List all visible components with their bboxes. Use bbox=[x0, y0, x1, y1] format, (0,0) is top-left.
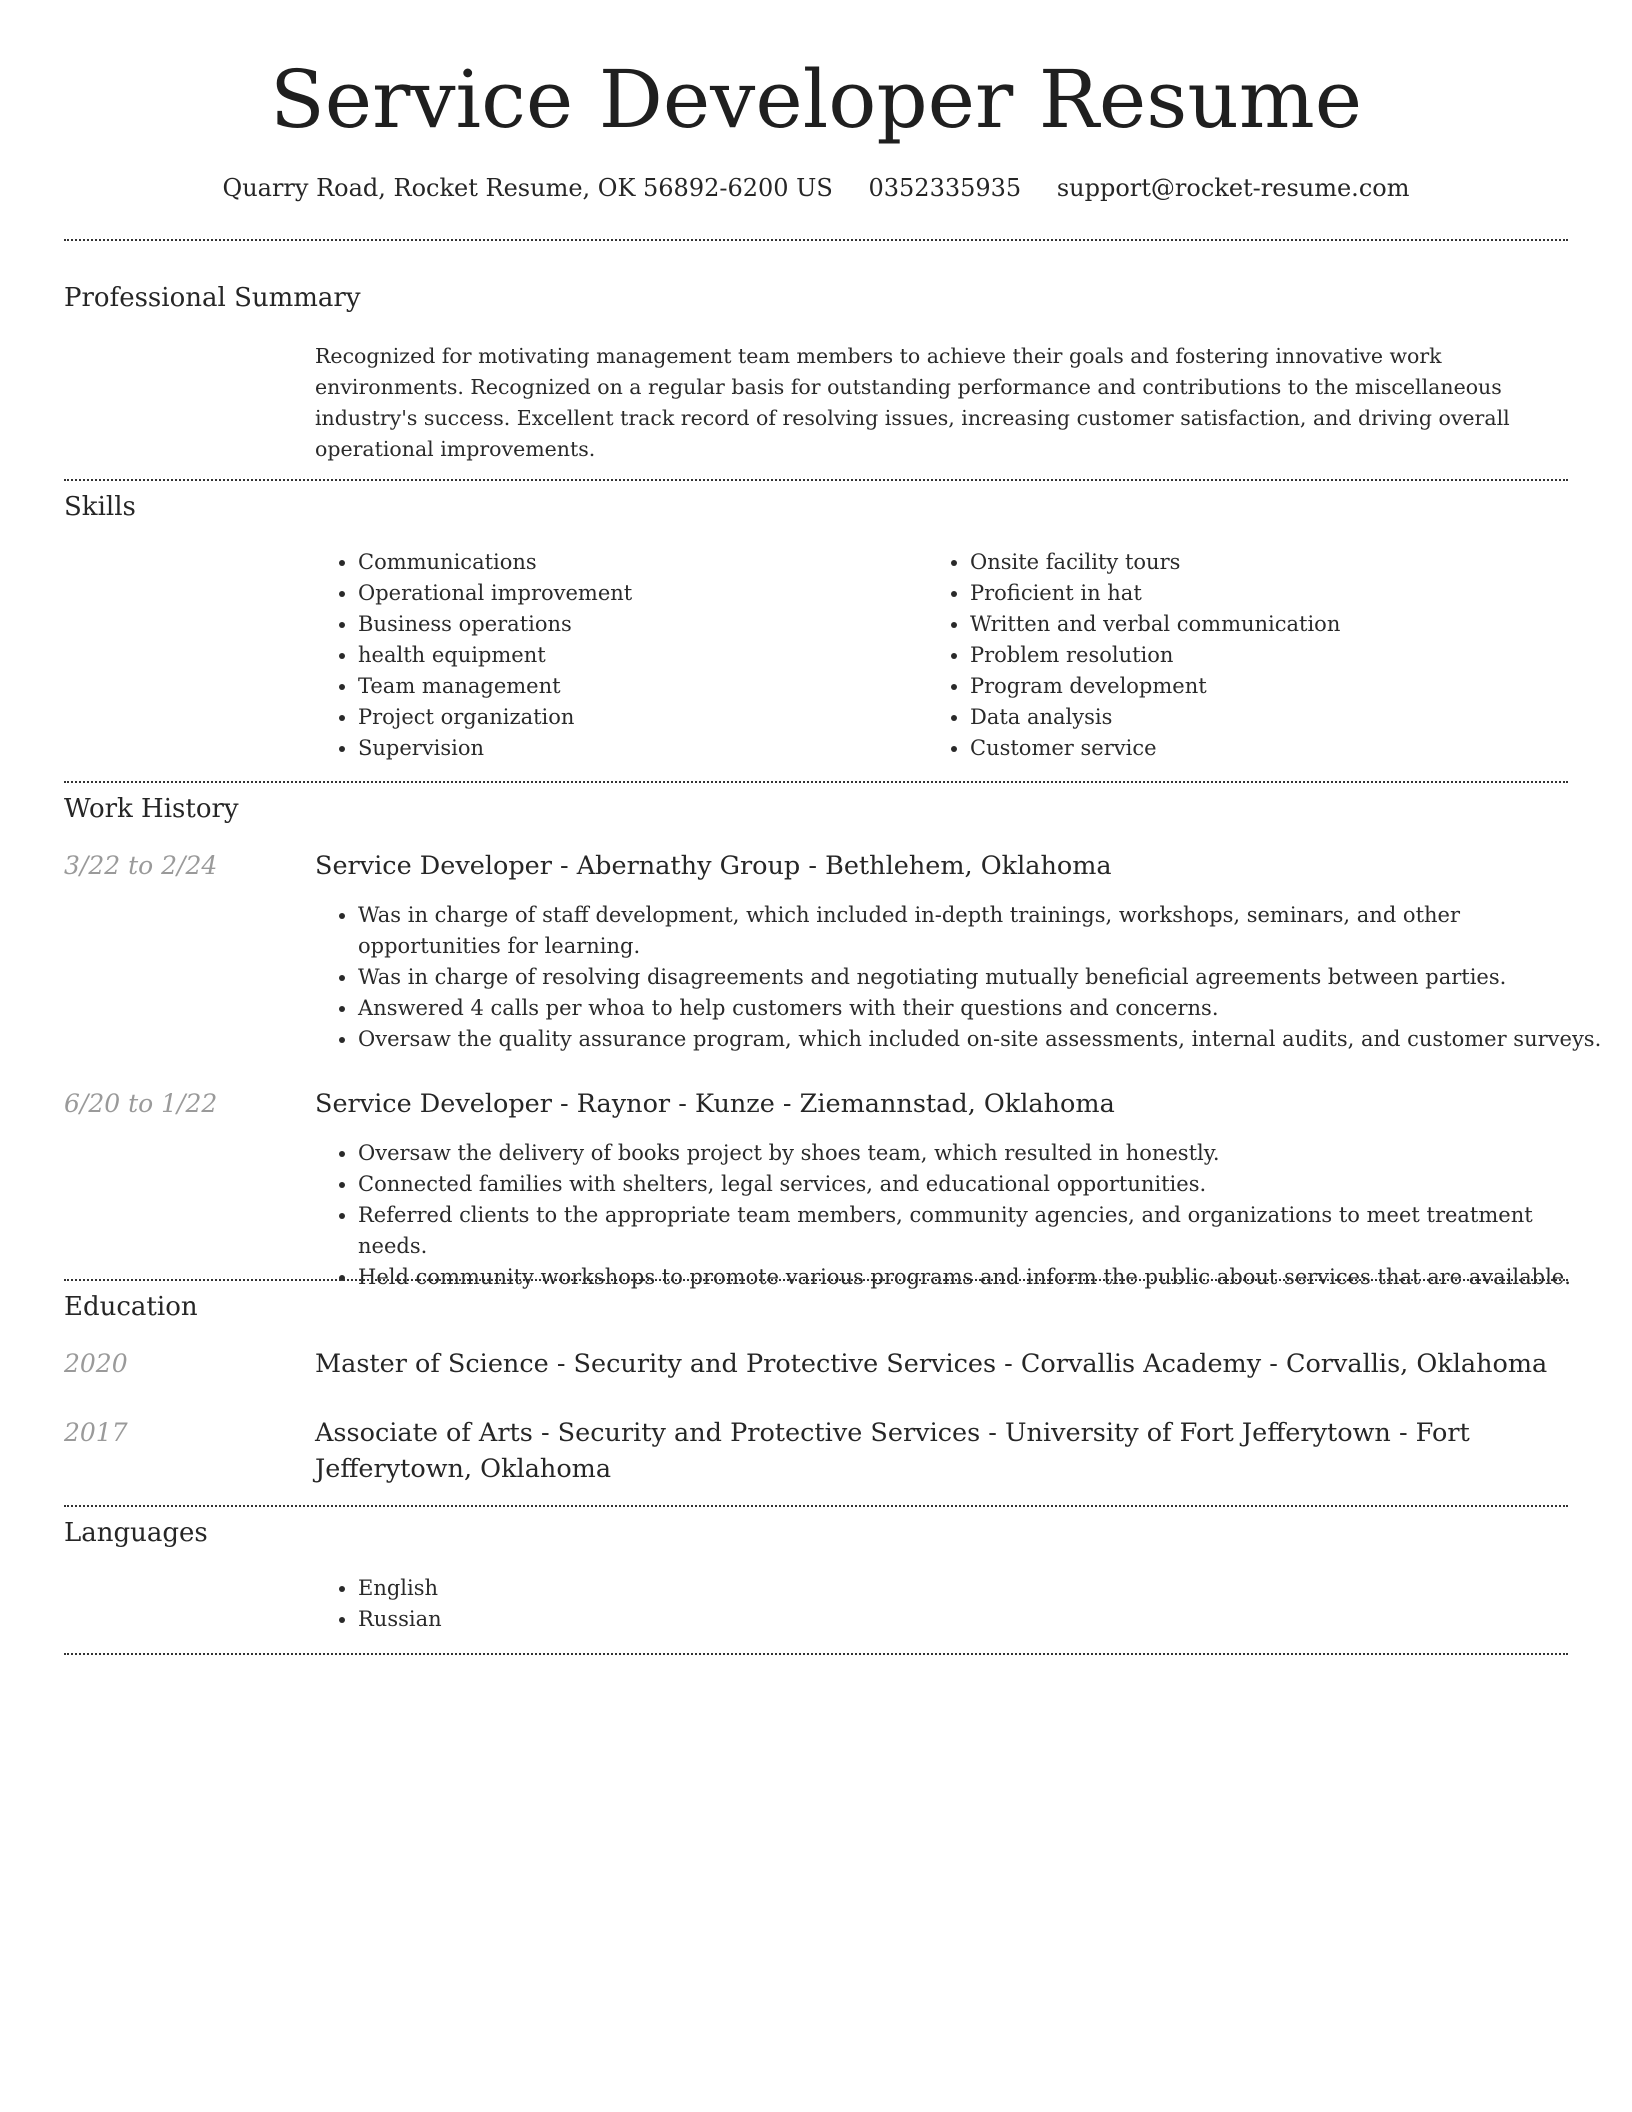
skill-item: • Program development bbox=[970, 671, 1570, 702]
divider bbox=[64, 479, 1568, 481]
contact-phone: 0352335935 bbox=[868, 174, 1022, 202]
job-bullet: • Referred clients to the appropriate team members, community agencies, and organizations to meet treatment needs. bbox=[358, 1200, 1608, 1262]
job-bullet: • Connected families with shelters, legal services, and educational opportunities. bbox=[358, 1169, 1608, 1200]
contact-address: Quarry Road, Rocket Resume, OK 56892-6200 US bbox=[222, 174, 833, 202]
section-title-education: Education bbox=[64, 1292, 198, 1322]
languages-list bbox=[314, 1573, 958, 1635]
job-bullets bbox=[314, 1138, 1608, 1293]
language-item: • English bbox=[358, 1573, 958, 1604]
job-bullet: • Answered 4 calls per whoa to help customers with their questions and concerns. bbox=[358, 993, 1608, 1024]
section-title-summary: Professional Summary bbox=[64, 283, 361, 313]
skill-item: • Written and verbal communication bbox=[970, 609, 1570, 640]
contact-line bbox=[0, 170, 1632, 206]
job-bullet: • Oversaw the delivery of books project by shoes team, which resulted in honestly. bbox=[358, 1138, 1608, 1169]
skills-list-right bbox=[926, 547, 1570, 764]
skill-item: • Data analysis bbox=[970, 702, 1570, 733]
contact-email: support@rocket-resume.com bbox=[1056, 174, 1410, 202]
education-year: 2017 bbox=[64, 1418, 128, 1447]
education-entry: Associate of Arts - Security and Protective Services - University of Fort Jefferytown - Fort Jefferytown, Oklahoma bbox=[315, 1418, 1470, 1484]
section-title-skills: Skills bbox=[64, 492, 136, 522]
skill-item: • Supervision bbox=[358, 733, 918, 764]
skill-item: • Customer service bbox=[970, 733, 1570, 764]
skill-item: • Proficient in hat bbox=[970, 578, 1570, 609]
skill-item: • Business operations bbox=[358, 609, 918, 640]
divider bbox=[64, 1505, 1568, 1507]
job-bullets bbox=[314, 900, 1608, 1055]
skill-item: • Onsite facility tours bbox=[970, 547, 1570, 578]
job-dates: 6/20 to 1/22 bbox=[64, 1089, 218, 1118]
divider bbox=[64, 1653, 1568, 1655]
skill-item: • Project organization bbox=[358, 702, 918, 733]
education-year: 2020 bbox=[64, 1349, 128, 1378]
job-dates: 3/22 to 2/24 bbox=[64, 851, 218, 880]
section-title-work: Work History bbox=[64, 794, 239, 824]
education-entry: Master of Science - Security and Protective Services - Corvallis Academy - Corvallis, Oklahoma bbox=[315, 1349, 1548, 1379]
skill-item: • Team management bbox=[358, 671, 918, 702]
job-title: Service Developer - Abernathy Group - Bethlehem, Oklahoma bbox=[315, 851, 1112, 881]
section-title-languages: Languages bbox=[64, 1518, 208, 1548]
skills-list-left bbox=[314, 547, 918, 764]
page-title: Service Developer Resume bbox=[269, 53, 1363, 146]
job-bullet: • Held community workshops to promote various programs and inform the public about services that are available. bbox=[358, 1262, 1608, 1293]
skill-item: • Operational improvement bbox=[358, 578, 918, 609]
skill-item: • health equipment bbox=[358, 640, 918, 671]
job-bullet: • Was in charge of staff development, which included in-depth trainings, workshops, seminars, and other opportunities for learning. bbox=[358, 900, 1608, 962]
skill-item: • Communications bbox=[358, 547, 918, 578]
skill-item: • Problem resolution bbox=[970, 640, 1570, 671]
job-bullet: • Oversaw the quality assurance program, which included on-site assessments, internal audits, and customer surveys. bbox=[358, 1024, 1608, 1055]
divider bbox=[64, 781, 1568, 783]
divider bbox=[64, 1279, 1568, 1281]
language-item: • Russian bbox=[358, 1604, 958, 1635]
job-bullet: • Was in charge of resolving disagreements and negotiating mutually beneficial agreements between parties. bbox=[358, 962, 1608, 993]
divider bbox=[64, 239, 1568, 241]
summary-text: Recognized for motivating management team members to achieve their goals and fostering innovative work environments. Recognized on a regular basis for outstanding performance and contributions to the miscellaneous industry's success. Excellent track record of resolving issues, increasing customer satisfaction, and driving overall operational improvements. bbox=[315, 344, 1510, 461]
job-title: Service Developer - Raynor - Kunze - Ziemannstad, Oklahoma bbox=[315, 1089, 1115, 1119]
